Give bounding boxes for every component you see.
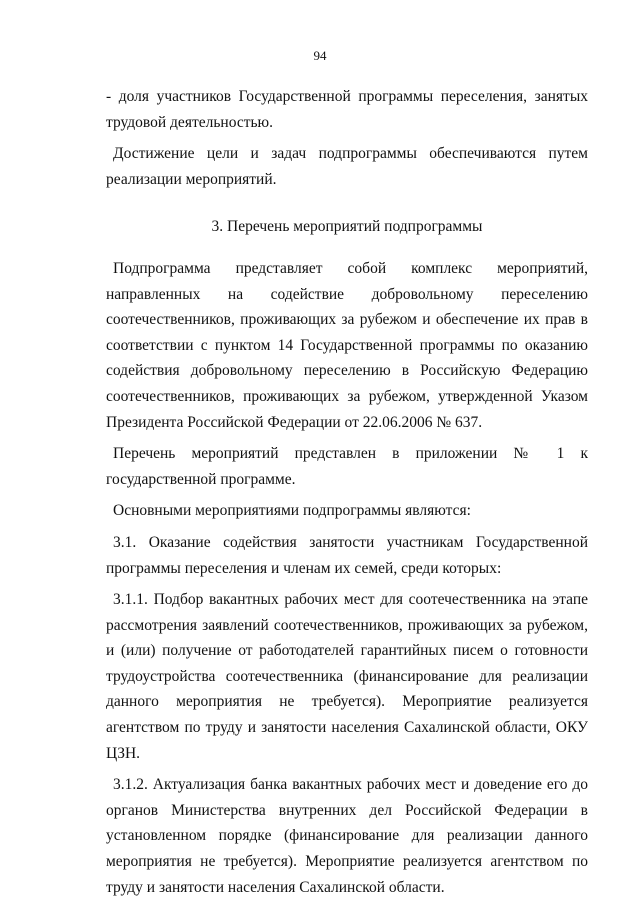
paragraph-item-3-1-1: 3.1.1. Подбор вакантных рабочих мест для соотечественника на этапе рассмотрения заявлений соотечественников, проживающих за рубежом, и (или) получение от работодателей гарантийных писем о готовности трудоустройства соотечественника (финансирование для реализации данного мероприятия не требуется). Мероприятие реализуется агентством по труду и занятости населения Сахалинской области, ОКУ ЦЗН. — [106, 591, 588, 762]
intro-paragraph-2: Достижение цели и задач подпрограммы обеспечиваются путем реализации мероприятий. — [106, 145, 588, 188]
paragraph-subprogram-description: Подпрограмма представляет собой комплекс мероприятий, направленных на содействие добровольному переселению соотечественников, проживающих за рубежом и обеспечение их прав в соответствии с пунктом 14 Государственной программы по оказанию содействия добровольному переселению в Российскую Федерацию соотечественников, проживающих за рубежом, утвержденной Указом Президента Российской Федерации от 22.06.2006 № 637. — [106, 259, 588, 431]
document-body — [106, 84, 588, 906]
paragraph-item-3-1-2: 3.1.2. Актуализация банка вакантных рабочих мест и доведение его до органов Министерства внутренних дел Российской Федерации в установленном порядке (финансирование для реализации данного мероприятия не требуется). Мероприятие реализуется агентством по труду и занятости населения Сахалинской области. — [106, 776, 588, 896]
section-title: 3. Перечень мероприятий подпрограммы — [211, 218, 483, 236]
paragraph-list-reference: Перечень мероприятий представлен в приложении № 1 к государственной программе. — [106, 445, 588, 488]
intro-paragraph-1: - доля участников Государственной программы переселения, занятых трудовой деятельностью. — [106, 88, 588, 131]
paragraph-main-activities-intro: Основными мероприятиями подпрограммы являются: — [113, 502, 471, 520]
page-number: 94 — [313, 48, 327, 63]
paragraph-item-3-1: 3.1. Оказание содействия занятости участникам Государственной программы переселения и членам их семей, среди которых: — [106, 533, 588, 577]
